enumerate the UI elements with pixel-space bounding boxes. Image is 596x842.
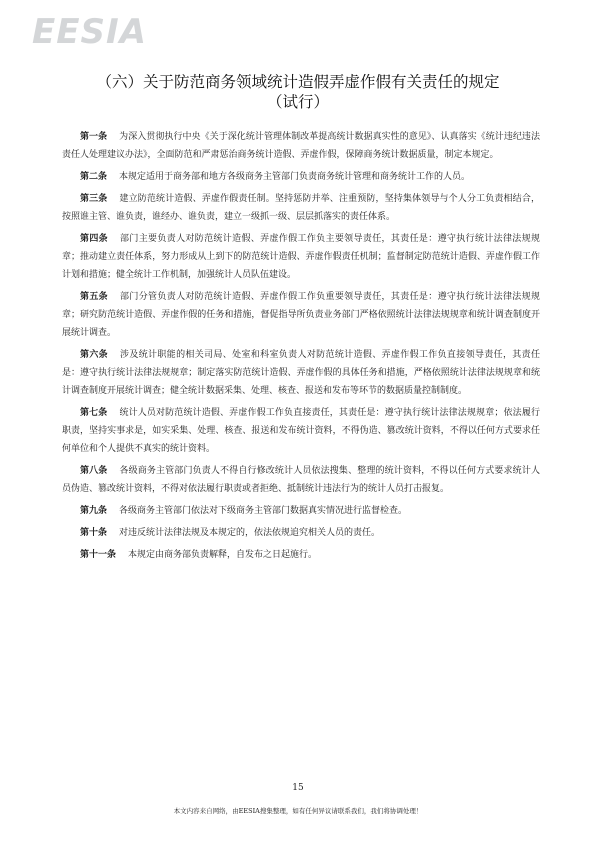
title-line-2: （试行）: [266, 93, 329, 111]
article-10: [62, 524, 540, 542]
footer-disclaimer: 本文内容来自网络，由EESIA搜集整理，如有任何异议请联系我们，我们将协调处理！: [173, 807, 423, 815]
article-label: 第八条: [80, 466, 108, 476]
article-6: [62, 346, 540, 400]
article-label: 第十一条: [80, 550, 117, 560]
article-4: [62, 230, 540, 284]
eesia-logo: EESIA: [32, 12, 147, 52]
article-3: [62, 190, 540, 226]
article-label: 第十条: [80, 528, 108, 538]
article-text: 部门分管负责人对防范统计造假、弄虚作假工作负重要领导责任，其责任是：遵守执行统计法律法规规章；研究防范统计造假、弄虚作假的任务和措施，督促指导所负责业务部门严格依照统计法律法规规章和统计调查制度开展统计调查。: [62, 292, 540, 338]
article-label: 第五条: [80, 292, 109, 302]
article-label: 第二条: [80, 172, 108, 182]
page-number: 15: [292, 783, 304, 793]
article-text: 各级商务主管部门依法对下级商务主管部门数据真实情况进行监督检查。: [119, 506, 408, 516]
title-line-1: （六）关于防范商务领域统计造假弄虚作假有关责任的规定: [96, 73, 500, 91]
article-text: 各级商务主管部门负责人不得自行修改统计人员依法搜集、整理的统计资料，不得以任何方式要求统计人员伪造、篡改统计资料，不得对依法履行职责或者拒绝、抵制统计违法行为的统计人员打击报复。: [62, 466, 540, 494]
article-text: 为深入贯彻执行中央《关于深化统计管理体制改革提高统计数据真实性的意见》、认真落实《统计违纪违法责任人处理建议办法》，全面防范和严肃惩治商务统计造假、弄虚作假，保障商务统计数据质量，制定本规定。: [62, 132, 540, 160]
document-body: [62, 128, 540, 568]
article-5: [62, 288, 540, 342]
article-text: 统计人员对防范统计造假、弄虚作假工作负直接责任，其责任是：遵守执行统计法律法规规章；依法履行职责，坚持实事求是，如实采集、处理、核查、报送和发布统计资料，不得伪造、篡改统计资料，不得以任何方式要求任何单位和个人提供不真实的统计资料。: [62, 408, 540, 454]
article-8: [62, 462, 540, 498]
article-text: 建立防范统计造假、弄虚作假责任制。坚持惩防并举、注重预防，坚持集体领导与个人分工负责相结合，按照谁主管、谁负责，谁经办、谁负责，建立一级抓一级、层层抓落实的责任体系。: [62, 194, 540, 222]
article-7: [62, 404, 540, 458]
article-9: [62, 502, 540, 520]
article-text: 本规定由商务部负责解释，自发布之日起施行。: [128, 550, 318, 560]
article-text: 部门主要负责人对防范统计造假、弄虚作假工作负主要领导责任，其责任是：遵守执行统计法律法规规章；推动建立责任体系，努力形成从上到下的防范统计造假、弄虚作假责任机制；监督制定防范统计造假、弄虚作假工作计划和措施；健全统计工作机制，加强统计人员队伍建设。: [62, 234, 540, 280]
article-text: 本规定适用于商务部和地方各级商务主管部门负责商务统计管理和商务统计工作的人员。: [119, 172, 471, 182]
article-label: 第七条: [80, 408, 108, 418]
document-title: [0, 72, 596, 112]
article-label: 第六条: [80, 350, 109, 360]
article-label: 第一条: [80, 132, 108, 142]
article-11: [62, 546, 540, 564]
article-label: 第九条: [80, 506, 108, 516]
article-2: [62, 168, 540, 186]
article-label: 第四条: [80, 234, 109, 244]
article-text: 涉及统计职能的相关司局、处室和科室负责人对防范统计造假、弄虚作假工作负直接领导责任，其责任是：遵守执行统计法律法规规章；制定落实防范统计造假、弄虚作假的具体任务和措施，严格依照统计法律法规规章和统计调查制度开展统计调查；健全统计数据采集、处理、核查、报送和发布等环节的数据质量控制制度。: [62, 350, 540, 396]
article-label: 第三条: [80, 194, 108, 204]
article-text: 对违反统计法律法规及本规定的，依法依规追究相关人员的责任。: [119, 528, 381, 538]
article-1: [62, 128, 540, 164]
